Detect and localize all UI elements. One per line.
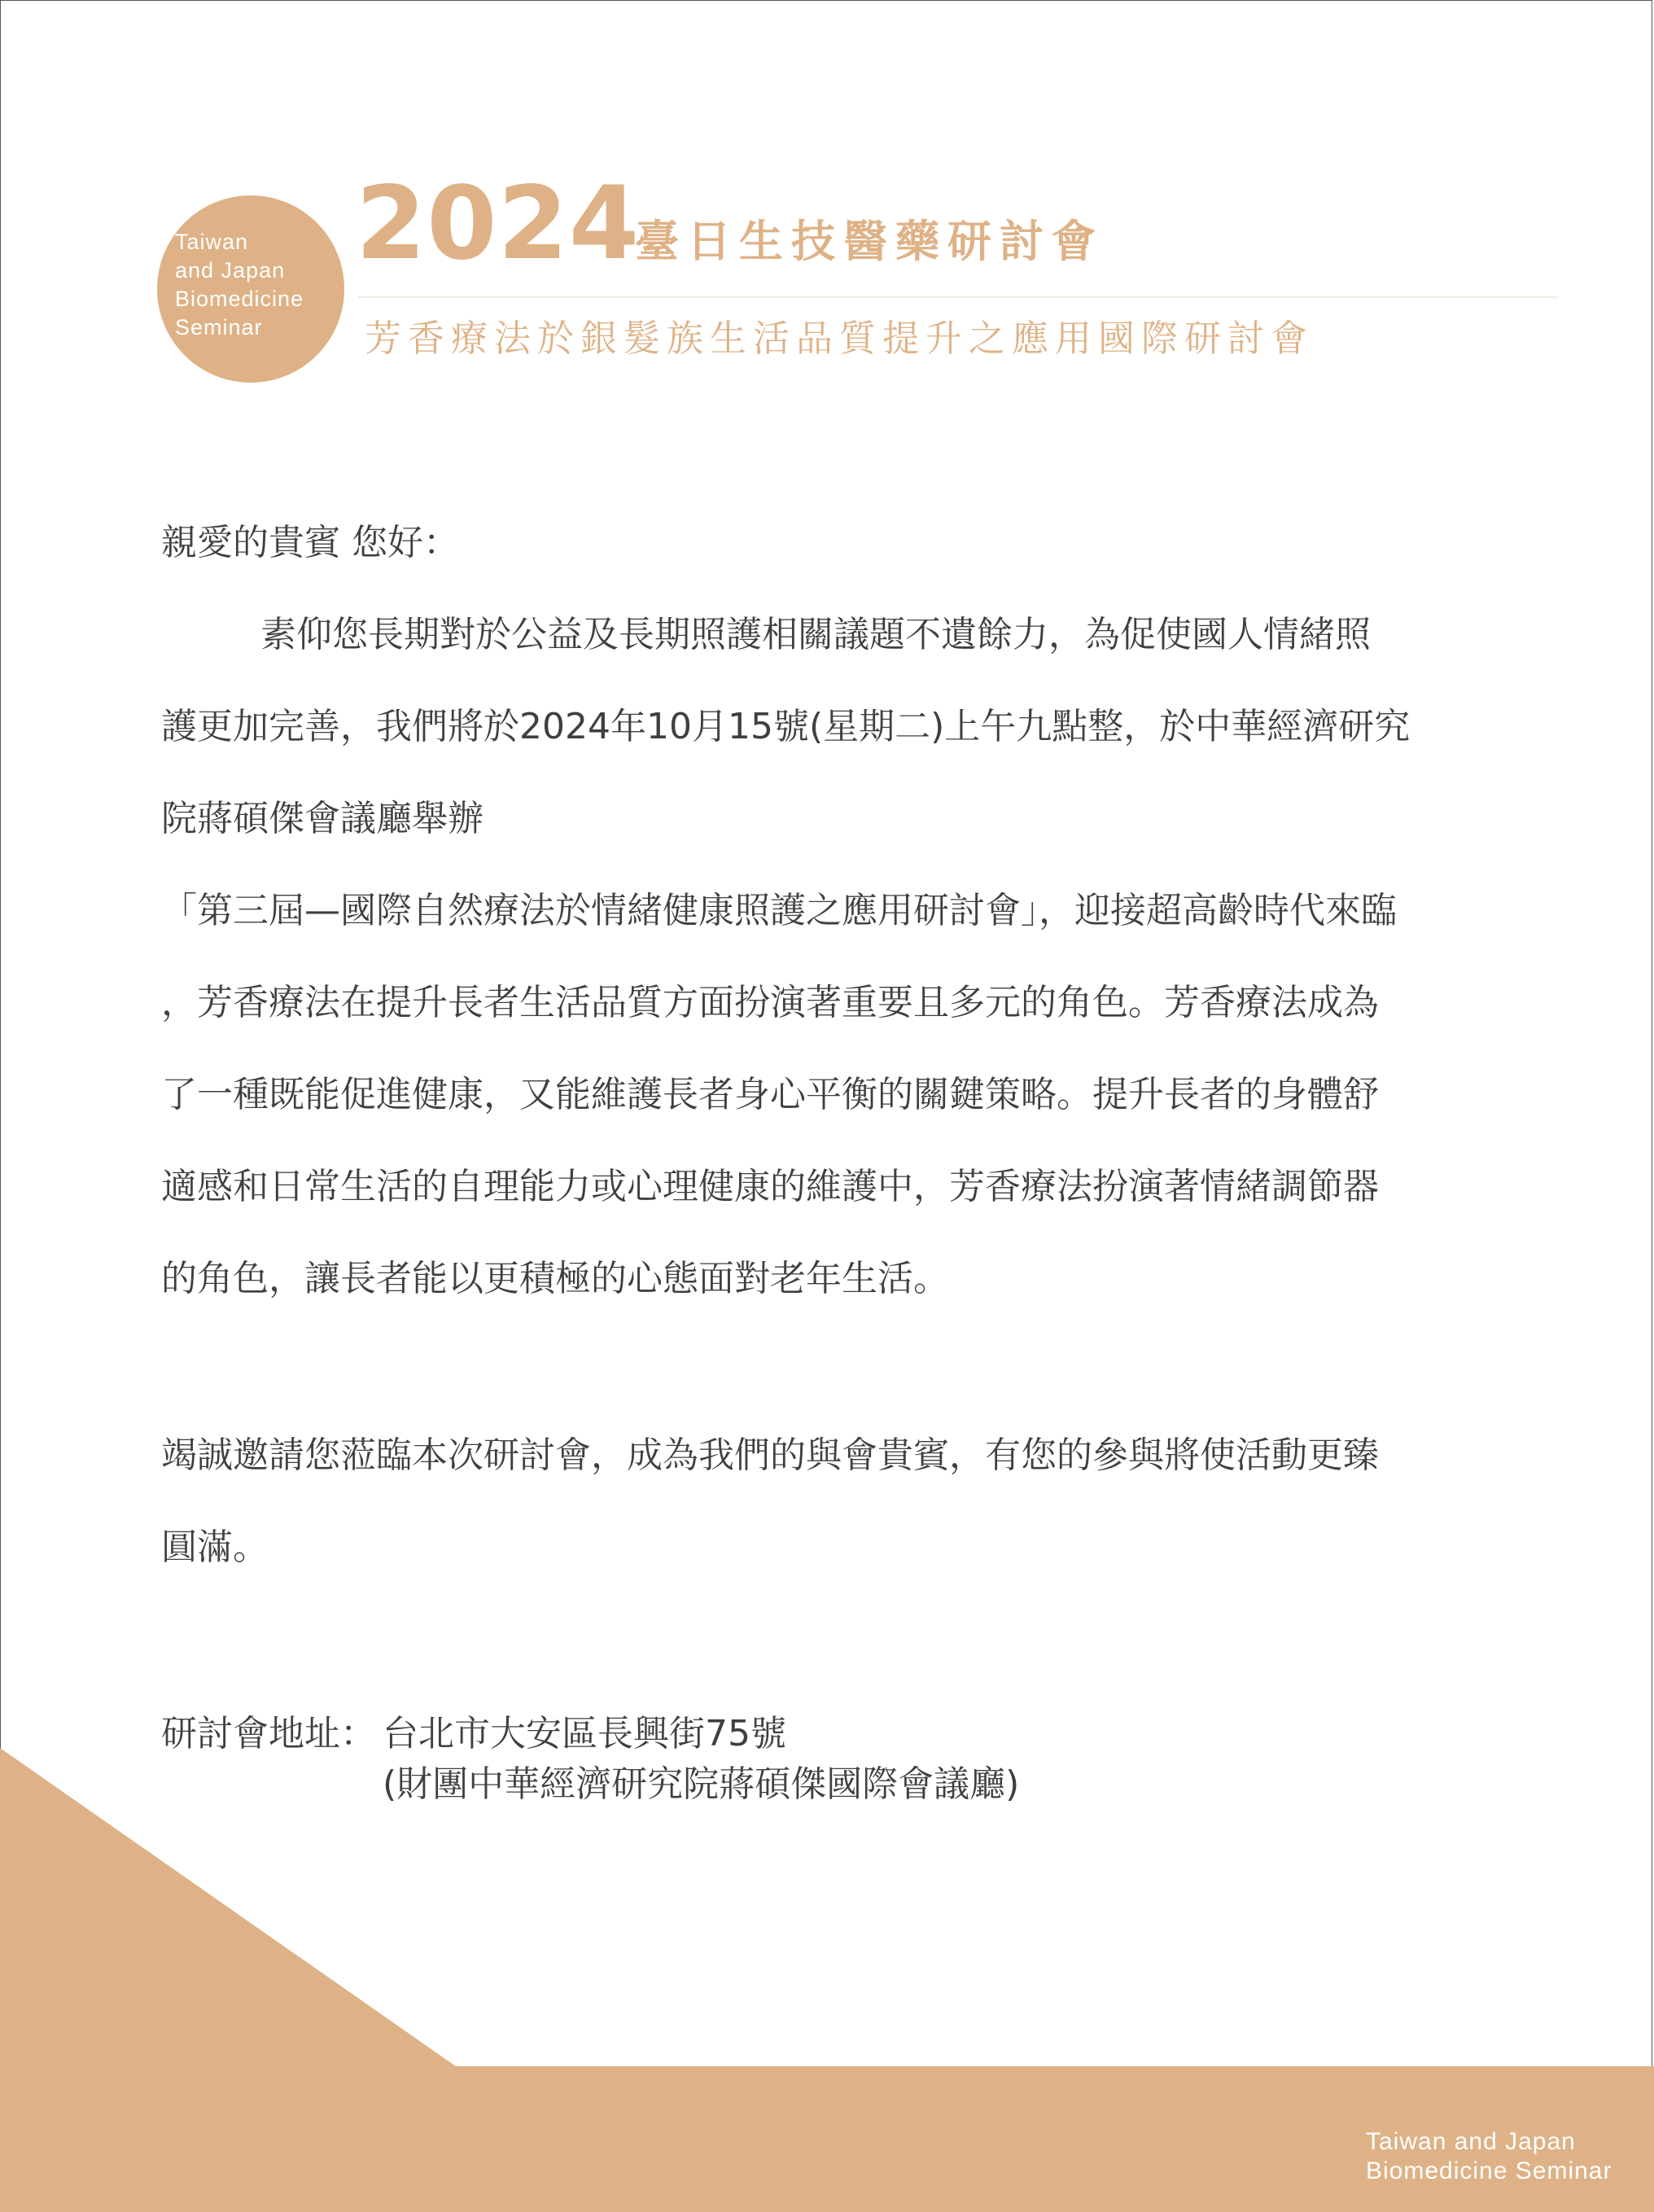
paragraph-line: 素仰您長期對於公益及長期照護相關議題不遺餘力，為促使國人情緒照 [260,614,1371,655]
paragraph-line: ，芳香療法在提升長者生活品質方面扮演著重要且多元的角色。芳香療法成為 [161,982,1379,1023]
greeting: 親愛的貴賓 您好： [161,522,459,563]
paragraph-line: 護更加完善，我們將於2024年10月15號(星期二)上午九點整，於中華經濟研究 [161,706,1411,747]
address-venue: (財團中華經濟研究院蔣碩傑國際會議廳) [383,1763,1020,1805]
paragraph-line: 院蔣碩傑會議廳舉辦 [161,798,484,839]
address-label: 研討會地址： [161,1713,376,1754]
paragraph-line: 圓滿。 [161,1526,269,1568]
footer-brand-line: Taiwan and Japan [1366,2128,1576,2155]
header-subtitle: 芳香療法於銀髮族生活品質提升之應用國際研討會 [365,317,1315,360]
paragraph-line: 適感和日常生活的自理能力或心理健康的維護中，芳香療法扮演著情緒調節器 [161,1166,1379,1207]
logo-line: Seminar [175,315,263,339]
address-line: 台北市大安區長興街75號 [383,1713,786,1754]
logo-line: and Japan [175,258,286,283]
paragraph-line: 的角色，讓長者能以更積極的心態面對老年生活。 [161,1258,949,1299]
header-title: 臺日生技醫藥研討會 [635,216,1104,267]
header-year: 2024 [356,165,641,283]
paragraph-line: 竭誠邀請您蒞臨本次研討會，成為我們的與會貴賓，有您的參與將使活動更臻 [161,1435,1379,1476]
paragraph-line: 了一種既能促進健康，又能維護長者身心平衡的關鍵策略。提升長者的身體舒 [161,1074,1379,1115]
footer-brand-line: Biomedicine Seminar [1366,2157,1612,2184]
footer-brand [1366,2127,1612,2186]
paragraph-line: 「第三屆—國際自然療法於情緒健康照護之應用研討會」，迎接超高齡時代來臨 [161,890,1397,931]
logo-line: Taiwan [175,230,249,254]
logo-line: Biomedicine [175,287,304,311]
